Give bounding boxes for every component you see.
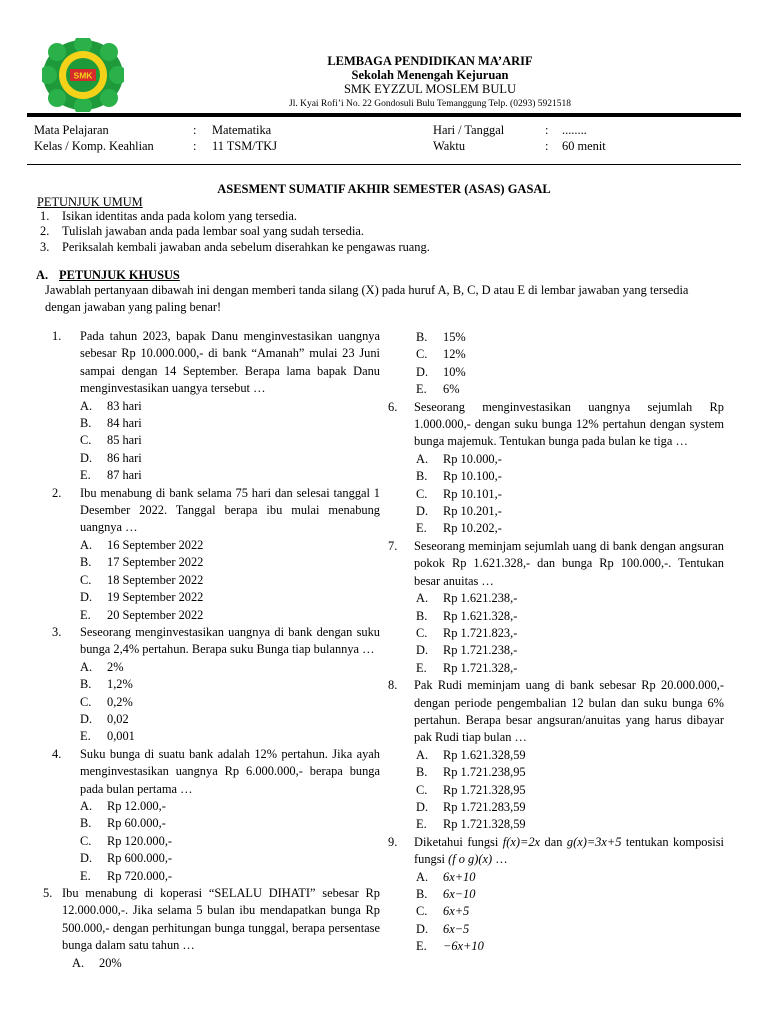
question-5 bbox=[43, 885, 380, 955]
question-number: 3. bbox=[52, 624, 62, 639]
option-text: Rp 60.000,- bbox=[107, 816, 166, 831]
school-name: SMK EYZZUL MOSLEM BULU bbox=[343, 82, 517, 96]
question-number: 9. bbox=[388, 834, 398, 849]
option-b[interactable] bbox=[416, 329, 724, 346]
option-letter: B. bbox=[80, 416, 92, 431]
option-c[interactable] bbox=[416, 346, 724, 363]
option-letter: D. bbox=[80, 450, 93, 465]
answer-options bbox=[80, 537, 380, 624]
option-text: 15% bbox=[443, 330, 466, 344]
option-text: Rp 1.621.328,59 bbox=[443, 747, 526, 762]
answer-options bbox=[80, 798, 380, 885]
option-letter: C. bbox=[80, 694, 92, 709]
question-text: Ibu menabung di koperasi “SELALU DIHATI” sebesar Rp 12.000.000,-. Jika selama 5 bulan ibu mendapatkan bunga Rp 500.000,- dengan perhitungan bunga tunggal, berapa persentase bunga dalam satu tahun … bbox=[62, 886, 380, 953]
option-text: 17 September 2022 bbox=[107, 555, 204, 570]
option-c[interactable] bbox=[416, 903, 724, 920]
option-text: Rp 10.202,- bbox=[443, 521, 502, 536]
option-letter: D. bbox=[416, 643, 429, 658]
option-a[interactable] bbox=[416, 590, 724, 607]
institution-name: LEMBAGA PENDIDIKAN MA’ARIF bbox=[327, 54, 533, 68]
question-6 bbox=[388, 399, 724, 451]
option-text: Rp 1.721.328,95 bbox=[443, 782, 526, 797]
option-letter: A. bbox=[416, 747, 429, 762]
option-b[interactable] bbox=[416, 886, 724, 903]
answer-options bbox=[416, 451, 724, 538]
answer-options bbox=[416, 869, 724, 956]
option-text: 84 hari bbox=[107, 416, 142, 431]
option-e[interactable] bbox=[416, 381, 724, 398]
option-a[interactable] bbox=[416, 451, 724, 468]
option-letter: A. bbox=[80, 659, 93, 674]
option-text: Rp 1.721.328,- bbox=[443, 660, 518, 675]
section-letter: A. bbox=[36, 268, 49, 282]
option-c[interactable] bbox=[80, 432, 380, 449]
option-text: 19 September 2022 bbox=[107, 590, 204, 605]
exam-title: ASESMENT SUMATIF AKHIR SEMESTER (ASAS) GASAL bbox=[217, 182, 551, 196]
option-letter: D. bbox=[416, 364, 429, 379]
option-letter: B. bbox=[80, 555, 92, 570]
question-column-right bbox=[388, 329, 724, 956]
option-letter: E. bbox=[416, 660, 427, 675]
question-text-part: tentukan komposisi fungsi bbox=[414, 834, 724, 867]
function-f: f(x)=2x bbox=[502, 834, 541, 849]
option-text: 20% bbox=[99, 955, 122, 970]
option-text: Rp 10.101,- bbox=[443, 486, 502, 501]
question-9 bbox=[388, 834, 724, 869]
school-type: Sekolah Menengah Kejuruan bbox=[351, 68, 509, 82]
option-e[interactable] bbox=[416, 660, 724, 677]
header-divider bbox=[27, 113, 741, 117]
option-text: Rp 1.621.328,- bbox=[443, 608, 518, 623]
option-a[interactable] bbox=[80, 398, 380, 415]
question-number: 7. bbox=[388, 538, 398, 553]
option-b[interactable] bbox=[416, 764, 724, 781]
general-instruction-item bbox=[40, 239, 430, 256]
question-text: Ibu menabung di bank selama 75 hari dan selesai tanggal 1 Desember 2022. Tanggal berapa ibu mulai menabung uangnya … bbox=[80, 485, 380, 535]
colon: : bbox=[545, 139, 549, 153]
question-text-part: Diketahui fungsi bbox=[414, 834, 503, 849]
option-letter: A. bbox=[416, 591, 429, 606]
option-text: −6x+10 bbox=[443, 939, 484, 954]
option-text: Rp 720.000,- bbox=[107, 868, 173, 883]
option-letter: E. bbox=[416, 939, 427, 954]
option-text: 0,02 bbox=[107, 711, 129, 726]
item-number: 1. bbox=[40, 209, 50, 223]
colon: : bbox=[545, 123, 549, 137]
option-text: 87 hari bbox=[107, 468, 142, 483]
option-letter: B. bbox=[416, 330, 428, 344]
option-d[interactable] bbox=[416, 642, 724, 659]
option-text: Rp 10.201,- bbox=[443, 504, 502, 519]
option-text: 18 September 2022 bbox=[107, 572, 204, 587]
option-b[interactable] bbox=[80, 415, 380, 432]
question-number: 2. bbox=[52, 485, 62, 500]
question-number: 4. bbox=[52, 746, 62, 761]
option-a[interactable] bbox=[416, 869, 724, 886]
option-text: 6x−10 bbox=[443, 887, 476, 901]
meta-divider bbox=[27, 164, 741, 165]
general-instructions-heading: PETUNJUK UMUM bbox=[37, 195, 143, 209]
option-letter: C. bbox=[80, 833, 92, 848]
general-instruction-item bbox=[40, 223, 364, 240]
option-e[interactable] bbox=[80, 607, 380, 624]
option-e[interactable] bbox=[80, 467, 380, 484]
question-number: 5. bbox=[43, 886, 53, 900]
option-d[interactable] bbox=[416, 503, 724, 520]
question-text: Seseorang meminjam sejumlah uang di bank dengan angsuran pokok Rp 1.621.328,- dan bunga Rp 100.000,-. Tentukan besar anuitas … bbox=[414, 538, 724, 588]
option-text: Rp 12.000,- bbox=[107, 798, 166, 813]
option-letter: D. bbox=[80, 590, 93, 605]
option-d[interactable] bbox=[416, 921, 724, 938]
option-letter: C. bbox=[416, 625, 428, 640]
option-text: 6x+5 bbox=[443, 904, 470, 919]
option-text: Rp 10.100,- bbox=[443, 469, 502, 484]
option-a[interactable] bbox=[80, 798, 380, 815]
option-e[interactable] bbox=[416, 520, 724, 537]
option-e[interactable] bbox=[416, 938, 724, 955]
logo-text: SMK bbox=[73, 70, 93, 81]
option-letter: B. bbox=[80, 816, 92, 831]
option-text: 6x−5 bbox=[443, 921, 470, 936]
school-logo bbox=[42, 38, 124, 112]
question-text: Seseorang menginvestasikan uangnya sejumlah Rp 1.000.000,- dengan suku bunga 12% pertahun dengan system bunga majemuk. Tentukan bunga pada bulan ke tiga … bbox=[414, 399, 724, 449]
option-c[interactable] bbox=[80, 833, 380, 850]
option-a[interactable] bbox=[80, 659, 380, 676]
question-number: 8. bbox=[388, 678, 398, 693]
question-8 bbox=[388, 677, 724, 747]
option-text: 83 hari bbox=[107, 398, 142, 413]
school-address: Jl. Kyai Rofi’i No. 22 Gondosuli Bulu Temanggung Telp. (0293) 5921518 bbox=[289, 99, 571, 109]
class-value: 11 TSM/TKJ bbox=[212, 139, 278, 153]
item-text: Isikan identitas anda pada kolom yang tersedia. bbox=[62, 209, 298, 223]
item-text: Tulislah jawaban anda pada lembar soal yang sudah tersedia. bbox=[62, 224, 364, 238]
time-value: 60 menit bbox=[562, 139, 606, 153]
option-letter: D. bbox=[416, 921, 429, 936]
option-b[interactable] bbox=[80, 676, 380, 693]
day-value: ........ bbox=[562, 123, 587, 137]
option-letter: C. bbox=[416, 486, 428, 501]
option-text: 1,2% bbox=[107, 677, 133, 692]
option-e[interactable] bbox=[80, 728, 380, 745]
option-b[interactable] bbox=[416, 468, 724, 485]
option-text: 12% bbox=[443, 347, 466, 362]
option-text: Rp 1.721.238,95 bbox=[443, 765, 526, 780]
option-d[interactable] bbox=[416, 364, 724, 381]
option-letter: A. bbox=[80, 537, 93, 552]
item-text: Periksalah kembali jawaban anda sebelum diserahkan ke pengawas ruang. bbox=[62, 240, 430, 254]
option-letter: C. bbox=[416, 904, 428, 919]
answer-options bbox=[416, 329, 724, 399]
option-text: 16 September 2022 bbox=[107, 537, 204, 552]
option-text: Rp 1.621.238,- bbox=[443, 591, 518, 606]
question-4 bbox=[52, 746, 380, 798]
question-7 bbox=[388, 538, 724, 590]
class-label: Kelas / Komp. Keahlian bbox=[34, 139, 154, 153]
option-text: 85 hari bbox=[107, 433, 142, 448]
option-d[interactable] bbox=[80, 450, 380, 467]
option-e[interactable] bbox=[416, 816, 724, 833]
answer-options bbox=[416, 590, 724, 677]
question-text-part: dan bbox=[540, 834, 567, 849]
option-text: 86 hari bbox=[107, 450, 142, 465]
option-letter: D. bbox=[416, 504, 429, 519]
option-c[interactable] bbox=[80, 572, 380, 589]
question-text: Suku bunga di suatu bank adalah 12% pertahun. Jika ayah menginvestasikan uangnya Rp 6.000.000,- berapa bunga pada bulan pertama … bbox=[80, 746, 380, 796]
colon: : bbox=[193, 139, 197, 153]
question-2 bbox=[52, 485, 380, 537]
option-letter: E. bbox=[416, 521, 427, 536]
option-text: Rp 10.000,- bbox=[443, 451, 502, 466]
option-d[interactable] bbox=[416, 799, 724, 816]
option-letter: A. bbox=[72, 955, 85, 970]
time-label: Waktu bbox=[433, 139, 466, 153]
option-b[interactable] bbox=[80, 554, 380, 571]
function-g: g(x)=3x+5 bbox=[566, 834, 622, 849]
question-1 bbox=[52, 328, 380, 398]
special-instructions-text: Jawablah pertanyaan dibawah ini dengan memberi tanda silang (X) pada huruf A, B, C, D atau E di lembar jawaban yang tersedia dengan jawaban yang paling benar! bbox=[45, 283, 689, 315]
option-text: 0,001 bbox=[107, 729, 135, 744]
option-letter: B. bbox=[416, 887, 428, 901]
question-number: 1. bbox=[52, 329, 62, 343]
option-text: Rp 600.000,- bbox=[107, 851, 173, 866]
option-text: 20 September 2022 bbox=[107, 607, 204, 622]
option-text: 6% bbox=[443, 382, 460, 397]
option-letter: A. bbox=[80, 398, 93, 413]
option-text: 0,2% bbox=[107, 694, 133, 709]
option-b[interactable] bbox=[80, 815, 380, 832]
option-a[interactable] bbox=[72, 955, 380, 972]
composition: (f o g)(x) bbox=[448, 852, 493, 867]
option-letter: D. bbox=[416, 799, 429, 814]
option-letter: B. bbox=[416, 469, 428, 484]
option-c[interactable] bbox=[416, 625, 724, 642]
option-letter: E. bbox=[80, 607, 91, 622]
question-text bbox=[414, 834, 724, 869]
option-text: Rp 1.721.823,- bbox=[443, 625, 518, 640]
option-letter: C. bbox=[80, 572, 92, 587]
question-3 bbox=[52, 624, 380, 659]
option-letter: E. bbox=[80, 468, 91, 483]
option-letter: C. bbox=[416, 347, 428, 362]
option-letter: A. bbox=[416, 451, 429, 466]
option-a[interactable] bbox=[80, 537, 380, 554]
option-letter: E. bbox=[416, 382, 427, 397]
option-b[interactable] bbox=[416, 608, 724, 625]
question-text: Pada tahun 2023, bapak Danu menginvestasikan uangnya sebesar Rp 10.000.000,- di bank “Amanah” mulai 23 Juni sampai dengan 14 September. Berapa lama bapak Danu menginvestasikan uangya tersebut … bbox=[80, 329, 380, 396]
option-letter: E. bbox=[80, 729, 91, 744]
answer-options bbox=[416, 747, 724, 834]
option-letter: E. bbox=[80, 868, 91, 883]
option-text: 2% bbox=[107, 659, 124, 674]
option-text: Rp 120.000,- bbox=[107, 833, 173, 848]
option-d[interactable] bbox=[80, 589, 380, 606]
answer-options bbox=[80, 398, 380, 485]
subject-value: Matematika bbox=[212, 123, 272, 137]
option-letter: D. bbox=[80, 851, 93, 866]
option-d[interactable] bbox=[80, 850, 380, 867]
option-letter: B. bbox=[416, 608, 428, 623]
option-letter: C. bbox=[80, 433, 92, 448]
question-number: 6. bbox=[388, 399, 398, 414]
option-letter: C. bbox=[416, 782, 428, 797]
question-text: Pak Rudi meminjam uang di bank sebesar Rp 20.000.000,- dengan periode pengembalian 12 bulan dan suku bunga 6% pertahun. Berapa besar angsuran/anuitas yang harus dibayar pak Rudi tiap bulan … bbox=[414, 678, 724, 745]
option-c[interactable] bbox=[416, 782, 724, 799]
option-letter: D. bbox=[80, 711, 93, 726]
option-c[interactable] bbox=[80, 694, 380, 711]
item-number: 2. bbox=[40, 224, 50, 238]
option-letter: E. bbox=[416, 817, 427, 832]
day-label: Hari / Tanggal bbox=[433, 123, 505, 137]
answer-options bbox=[72, 955, 380, 972]
colon: : bbox=[193, 123, 197, 137]
question-column-left bbox=[43, 328, 380, 972]
option-text: 10% bbox=[443, 364, 466, 379]
option-text: Rp 1.721.328,59 bbox=[443, 817, 526, 832]
option-letter: B. bbox=[80, 677, 92, 692]
option-text: Rp 1.721.238,- bbox=[443, 643, 518, 658]
question-text-part: … bbox=[492, 852, 508, 867]
option-text: 6x+10 bbox=[443, 869, 476, 884]
option-letter: A. bbox=[416, 869, 429, 884]
option-d[interactable] bbox=[80, 711, 380, 728]
item-number: 3. bbox=[40, 240, 50, 254]
option-letter: A. bbox=[80, 798, 93, 813]
subject-label: Mata Pelajaran bbox=[34, 123, 109, 137]
option-text: Rp 1.721.283,59 bbox=[443, 799, 526, 814]
option-letter: B. bbox=[416, 765, 428, 780]
option-a[interactable] bbox=[416, 747, 724, 764]
option-e[interactable] bbox=[80, 868, 380, 885]
question-text: Seseorang menginvestasikan uangnya di bank dengan suku bunga 2,4% pertahun. Berapa suku Bunga tiap bulannya … bbox=[80, 624, 380, 657]
option-c[interactable] bbox=[416, 486, 724, 503]
section-title: PETUNJUK KHUSUS bbox=[59, 268, 180, 282]
answer-options bbox=[80, 659, 380, 746]
